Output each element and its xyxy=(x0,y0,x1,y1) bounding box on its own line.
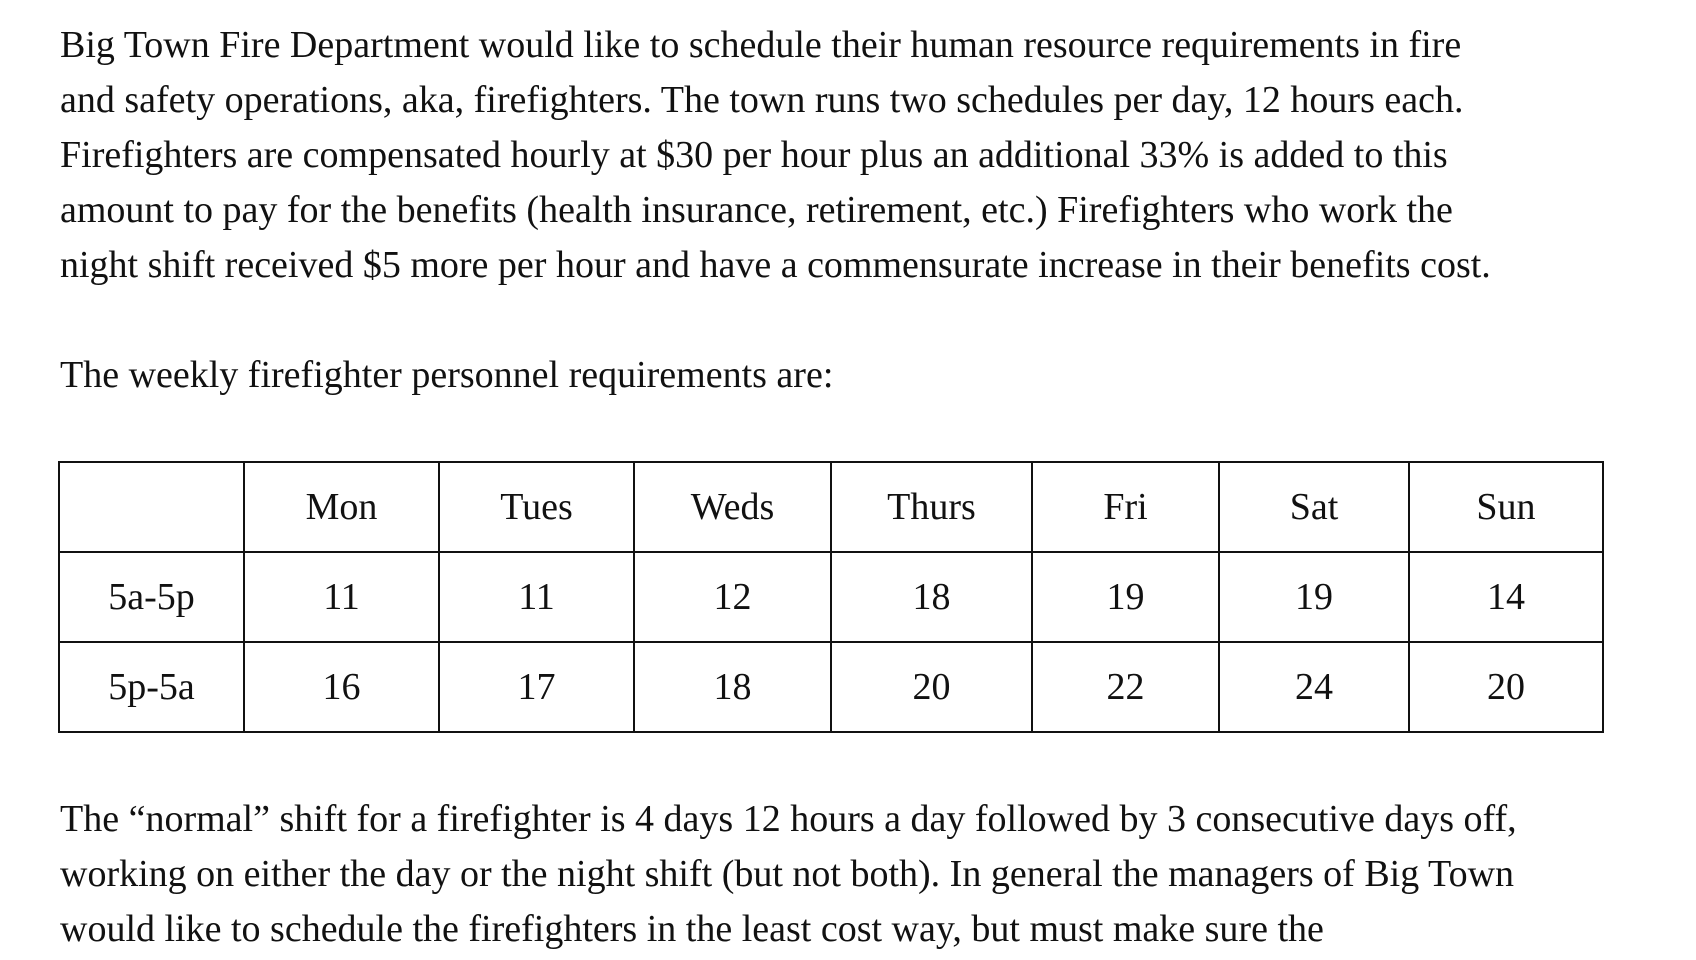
table-cell: 20 xyxy=(1409,642,1603,732)
document-page xyxy=(60,18,1680,403)
intro-line: amount to pay for the benefits (health insurance, retirement, etc.) Firefighters who work the xyxy=(60,189,1453,231)
shift-label-cell: 5p-5a xyxy=(59,642,244,732)
intro-line: and safety operations, aka, firefighters. The town runs two schedules per day, 12 hours each. xyxy=(60,79,1464,121)
table-row xyxy=(59,552,1603,642)
table-header-row xyxy=(59,462,1603,552)
shift-label-cell: 5a-5p xyxy=(59,552,244,642)
normal-shift-paragraph xyxy=(60,792,1517,957)
header-cell-empty xyxy=(59,462,244,552)
table-cell: 11 xyxy=(439,552,634,642)
normal-shift-line: working on either the day or the night shift (but not both). In general the managers of Big Town xyxy=(60,853,1515,895)
table-cell: 11 xyxy=(244,552,439,642)
table-cell: 14 xyxy=(1409,552,1603,642)
header-cell-day: Fri xyxy=(1032,462,1219,552)
requirements-table xyxy=(58,461,1604,733)
header-cell-day: Mon xyxy=(244,462,439,552)
requirements-heading: The weekly firefighter personnel requirements are: xyxy=(60,354,834,396)
table-cell: 22 xyxy=(1032,642,1219,732)
intro-line: Big Town Fire Department would like to schedule their human resource requirements in fire xyxy=(60,24,1462,66)
header-cell-day: Thurs xyxy=(831,462,1032,552)
header-cell-day: Sat xyxy=(1219,462,1409,552)
intro-line: Firefighters are compensated hourly at $30 per hour plus an additional 33% is added to this xyxy=(60,134,1448,176)
table-cell: 20 xyxy=(831,642,1032,732)
table-row xyxy=(59,642,1603,732)
table-cell: 24 xyxy=(1219,642,1409,732)
table-cell: 17 xyxy=(439,642,634,732)
intro-line: night shift received $5 more per hour and have a commensurate increase in their benefits cost. xyxy=(60,244,1491,286)
header-cell-day: Weds xyxy=(634,462,831,552)
header-cell-day: Tues xyxy=(439,462,634,552)
normal-shift-line: The “normal” shift for a firefighter is 4 days 12 hours a day followed by 3 consecutive days off, xyxy=(60,798,1517,840)
normal-shift-line: would like to schedule the firefighters in the least cost way, but must make sure the xyxy=(60,908,1324,950)
table-cell: 18 xyxy=(634,642,831,732)
table-cell: 18 xyxy=(831,552,1032,642)
table-cell: 19 xyxy=(1219,552,1409,642)
header-cell-day: Sun xyxy=(1409,462,1603,552)
table-cell: 16 xyxy=(244,642,439,732)
table-cell: 12 xyxy=(634,552,831,642)
table-cell: 19 xyxy=(1032,552,1219,642)
intro-paragraph xyxy=(60,18,1680,293)
